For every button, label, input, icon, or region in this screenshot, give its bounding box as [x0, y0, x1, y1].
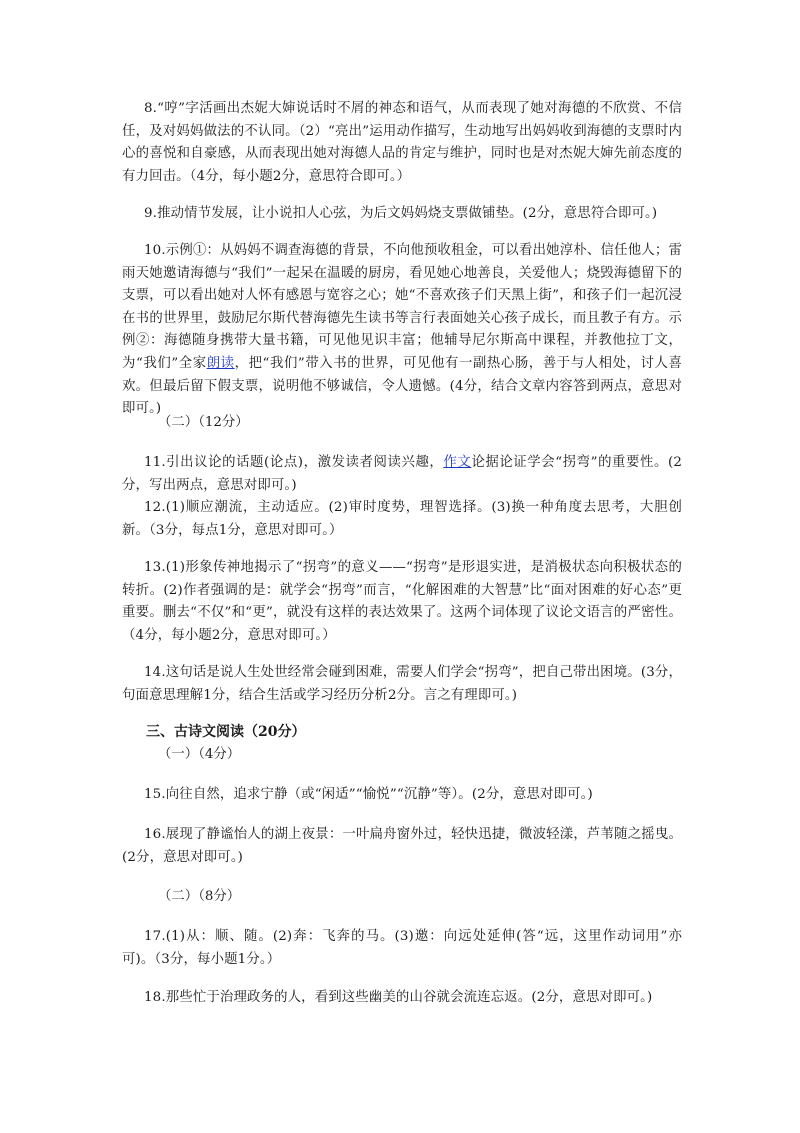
answer-8-text: 8.“哼”字活画出杰妮大婶说话时不屑的神态和语气，从而表现了她对海德的不欣赏、不信任，及对妈妈做法的不认同。（2）“亮出”运用动作描写，生动地写出妈妈收到海德的支票时内心的喜悦和自豪感，从而表现出她对海德人品的肯定与维护，同时也是对杰妮大婶先前态度的有力回击。（4分，每小题2分，意思符合即可。）: [122, 101, 682, 184]
answer-18-text: 18.那些忙于治理政务的人，看到这些幽美的山谷就会流连忘返。(2分，意思对即可。): [144, 990, 653, 1005]
answer-11: [122, 452, 682, 497]
answer-11-text-b: 论据论证学会“拐弯”的重要性。(2分，写出两点，意思对即可。): [122, 455, 683, 493]
section-3b-heading: （二）（8分）: [158, 889, 241, 904]
answer-12: [122, 497, 682, 542]
answer-12-text: 12.(1)顺应潮流，主动适应。(2)审时度势，理智选择。(3)换一种角度去思考，大胆创新。（3分，每点1分，意思对即可。）: [122, 500, 682, 538]
answer-13-text: 13.(1)形象传神地揭示了“拐弯”的意义——“拐弯”是形退实进，是消极状态向积极状态的转折。(2)作者强调的是：就学会“拐弯”而言，“化解困难的大智慧”比“面对困难的好心态”更重要。删去“不仅”和“更”，就没有这样的表达效果了。这两个词体现了议论文语言的严密性。（4分，每小题2分，意思对即可。）: [122, 560, 682, 643]
section-3-heading: 三、古诗文阅读（20分）: [146, 724, 306, 740]
answer-14-text: 14.这句话是说人生处世经常会碰到困难，需要人们学会“拐弯”，把自己带出困境。(3分，句面意思理解1分，结合生活或学习经历分析2分。言之有理即可。): [122, 665, 682, 703]
answer-10: [122, 240, 682, 421]
link-zuowen[interactable]: 作文: [443, 455, 472, 470]
answer-11-text-a: 11.引出议论的话题(论点)，激发读者阅读兴趣，: [144, 455, 444, 470]
section-2-heading: （二）（12分）: [158, 415, 249, 430]
answer-16-text: 16.展现了静谧怡人的湖上夜景：一叶扁舟窗外过，轻快迅捷，微波轻漾，芦苇随之摇曳。(2分，意思对即可。): [122, 827, 682, 865]
answer-9: [122, 203, 682, 226]
answer-18: [122, 987, 682, 1010]
answer-10-text-a: 10.示例①：从妈妈不调查海德的背景，不向他预收租金，可以看出她淳朴、信任他人；雷雨天她邀请海德与“我们”一起呆在温暖的厨房，看见她心地善良，关爱他人；烧毁海德留下的支票，可以看出她对人怀有感恩与宽容之心；她“不喜欢孩子们天黑上街”，和孩子们一起沉浸在书的世界里，鼓励尼尔斯代替海德先生读书等言行表面她关心孩子成长，而且教子有方。示例②：海德随身携带大量书籍，可见他见识丰富；他辅导尼尔斯高中课程，并教他拉丁文，为“我们”全家: [122, 243, 682, 371]
answer-9-text: 9.推动情节发展，让小说扣人心弦，为后文妈妈烧支票做铺垫。(2分，意思符合即可。): [144, 206, 658, 221]
answer-13: [122, 557, 682, 647]
answer-17-text: 17.(1)从：顺、随。(2)奔：飞奔的马。(3)邀：向远处延伸(答“远，这里作动词用”亦可)。（3分，每小题1分。）: [122, 929, 682, 967]
section-3a-heading: （一）（4分）: [158, 747, 241, 762]
link-langdu[interactable]: 朗读: [206, 355, 235, 371]
answer-15-text: 15.向往自然，追求宁静（或“闲适”“愉悦”“沉静”等）。(2分，意思对即可。): [144, 787, 593, 802]
answer-17: [122, 926, 682, 971]
answer-8: [122, 98, 682, 188]
answer-16: [122, 824, 682, 869]
answer-10-text-b: ，把“我们”带入书的世界，可见他有一副热心肠，善于与人相处，讨人喜欢。但最后留下假支票，说明他不够诚信，令人遗憾。(4分，结合文章内容答到两点，意思对即可。): [122, 355, 682, 417]
answer-14: [122, 662, 682, 707]
answer-15: [122, 784, 682, 807]
